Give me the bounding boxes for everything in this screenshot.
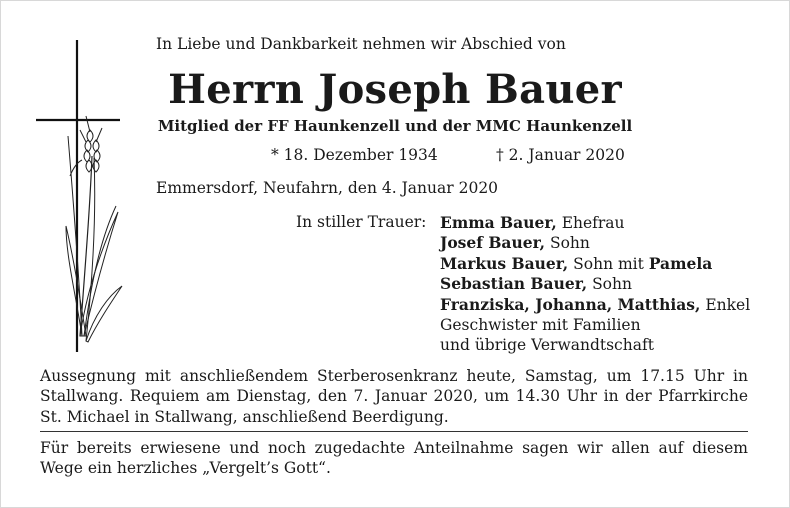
thanks-note: Für bereits erwiesene und noch zugedachte Anteilnahme sagen wir allen auf diesem Wege ein herzliches „Vergelt’s Gott“. [40,439,748,478]
mourner-relation: Sohn [587,275,632,294]
mourner-entry [440,233,750,253]
mourner-entry [440,213,750,233]
mourner-entry [440,295,750,315]
deceased-name: Herrn Joseph Bauer [168,66,622,113]
birth-date: * 18. Dezember 1934 [271,146,438,164]
mourner-name: Markus Bauer, [440,253,569,273]
place-date-line: Emmersdorf, Neufahrn, den 4. Januar 2020 [156,179,499,197]
mourner-relation: Sohn [545,234,590,253]
mourner-entry [440,254,750,274]
mourner-relation: Ehefrau [556,214,625,232]
funeral-details: Aussegnung mit anschließendem Sterberosenkranz heute, Samstag, um 17.15 Uhr in Stallwang. Requiem am Dienstag, den 7. Januar 2020, um 14.30 Uhr in der Pfarrkirche St. Michael in Stallwang, anschließend Beerdigung. [40,367,748,426]
death-date: † 2. Januar 2020 [496,146,625,164]
mourner-relation: Sohn mit [568,254,649,273]
mourner-name: Sebastian Bauer, [440,274,588,294]
mourner-entry [440,315,750,335]
mourner-name: Franziska, Johanna, Matthias, [440,294,701,314]
mourner-relation: und übrige Verwandtschaft [440,336,654,355]
mourner-entry [440,274,750,294]
mourner-relation: Geschwister mit Familien [440,316,641,335]
mourners-label: In stiller Trauer: [296,213,427,231]
mourner-name: Josef Bauer, [440,233,546,253]
divider [40,431,748,432]
intro-line: In Liebe und Dankbarkeit nehmen wir Abschied von [156,35,566,53]
mourner-partner: Pamela [648,253,713,273]
mourner-entry [440,335,750,355]
membership-line: Mitglied der FF Haunkenzell und der MMC Haunkenzell [157,117,633,135]
mourner-relation: Enkel [700,295,751,314]
mourner-name: Emma Bauer, [440,213,557,232]
mourners-list [440,213,750,356]
